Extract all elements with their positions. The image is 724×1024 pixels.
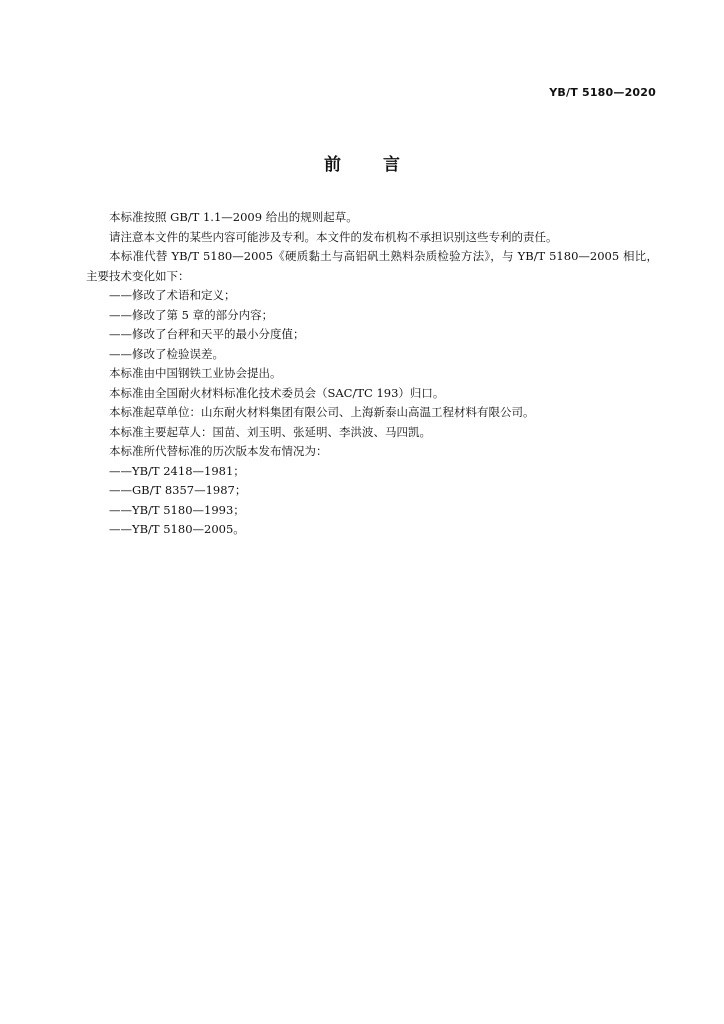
page-title (0, 150, 724, 175)
paragraph-replacement: 本标准代替 YB/T 5180—2005《硬质黏土与高铝矾土熟料杂质检验方法》，与 YB/T 5180—2005 相比，主要技术变化如下： (86, 249, 658, 283)
change-item: ——修改了术语和定义； (109, 288, 236, 302)
foreword-body (86, 208, 658, 540)
paragraph-patent-notice: 请注意本文件的某些内容可能涉及专利。本文件的发布机构不承担识别这些专利的责任。 (109, 229, 558, 244)
history-item: ——YB/T 5180—2005。 (109, 522, 245, 536)
paragraph-history-intro: 本标准所代替标准的历次版本发布情况为： (109, 444, 328, 458)
change-item: ——修改了检验误差。 (109, 346, 224, 361)
paragraph-drafting-rules: 本标准按照 GB/T 1.1—2009 给出的规则起草。 (109, 210, 358, 224)
paragraph-committee: 本标准由全国耐火材料标准化技术委员会（SAC/TC 193）归口。 (109, 385, 445, 400)
title-char-2: 言 (383, 155, 400, 175)
title-char-1: 前 (324, 155, 341, 175)
standard-code: YB/T 5180—2020 (549, 86, 656, 99)
paragraph-proposer: 本标准由中国钢铁工业协会提出。 (109, 366, 282, 380)
paragraph-drafting-units: 本标准起草单位：山东耐火材料集团有限公司、上海新泰山高温工程材料有限公司。 (109, 405, 535, 419)
history-item: ——YB/T 2418—1981； (109, 463, 245, 478)
history-item: ——GB/T 8357—1987； (109, 483, 247, 497)
change-item: ——修改了台秤和天平的最小分度值； (109, 327, 305, 341)
change-item: ——修改了第 5 章的部分内容； (109, 307, 274, 322)
history-item: ——YB/T 5180—1993； (109, 502, 245, 517)
paragraph-drafters: 本标准主要起草人：国苗、刘玉明、张延明、李洪波、马四凯。 (109, 424, 431, 439)
